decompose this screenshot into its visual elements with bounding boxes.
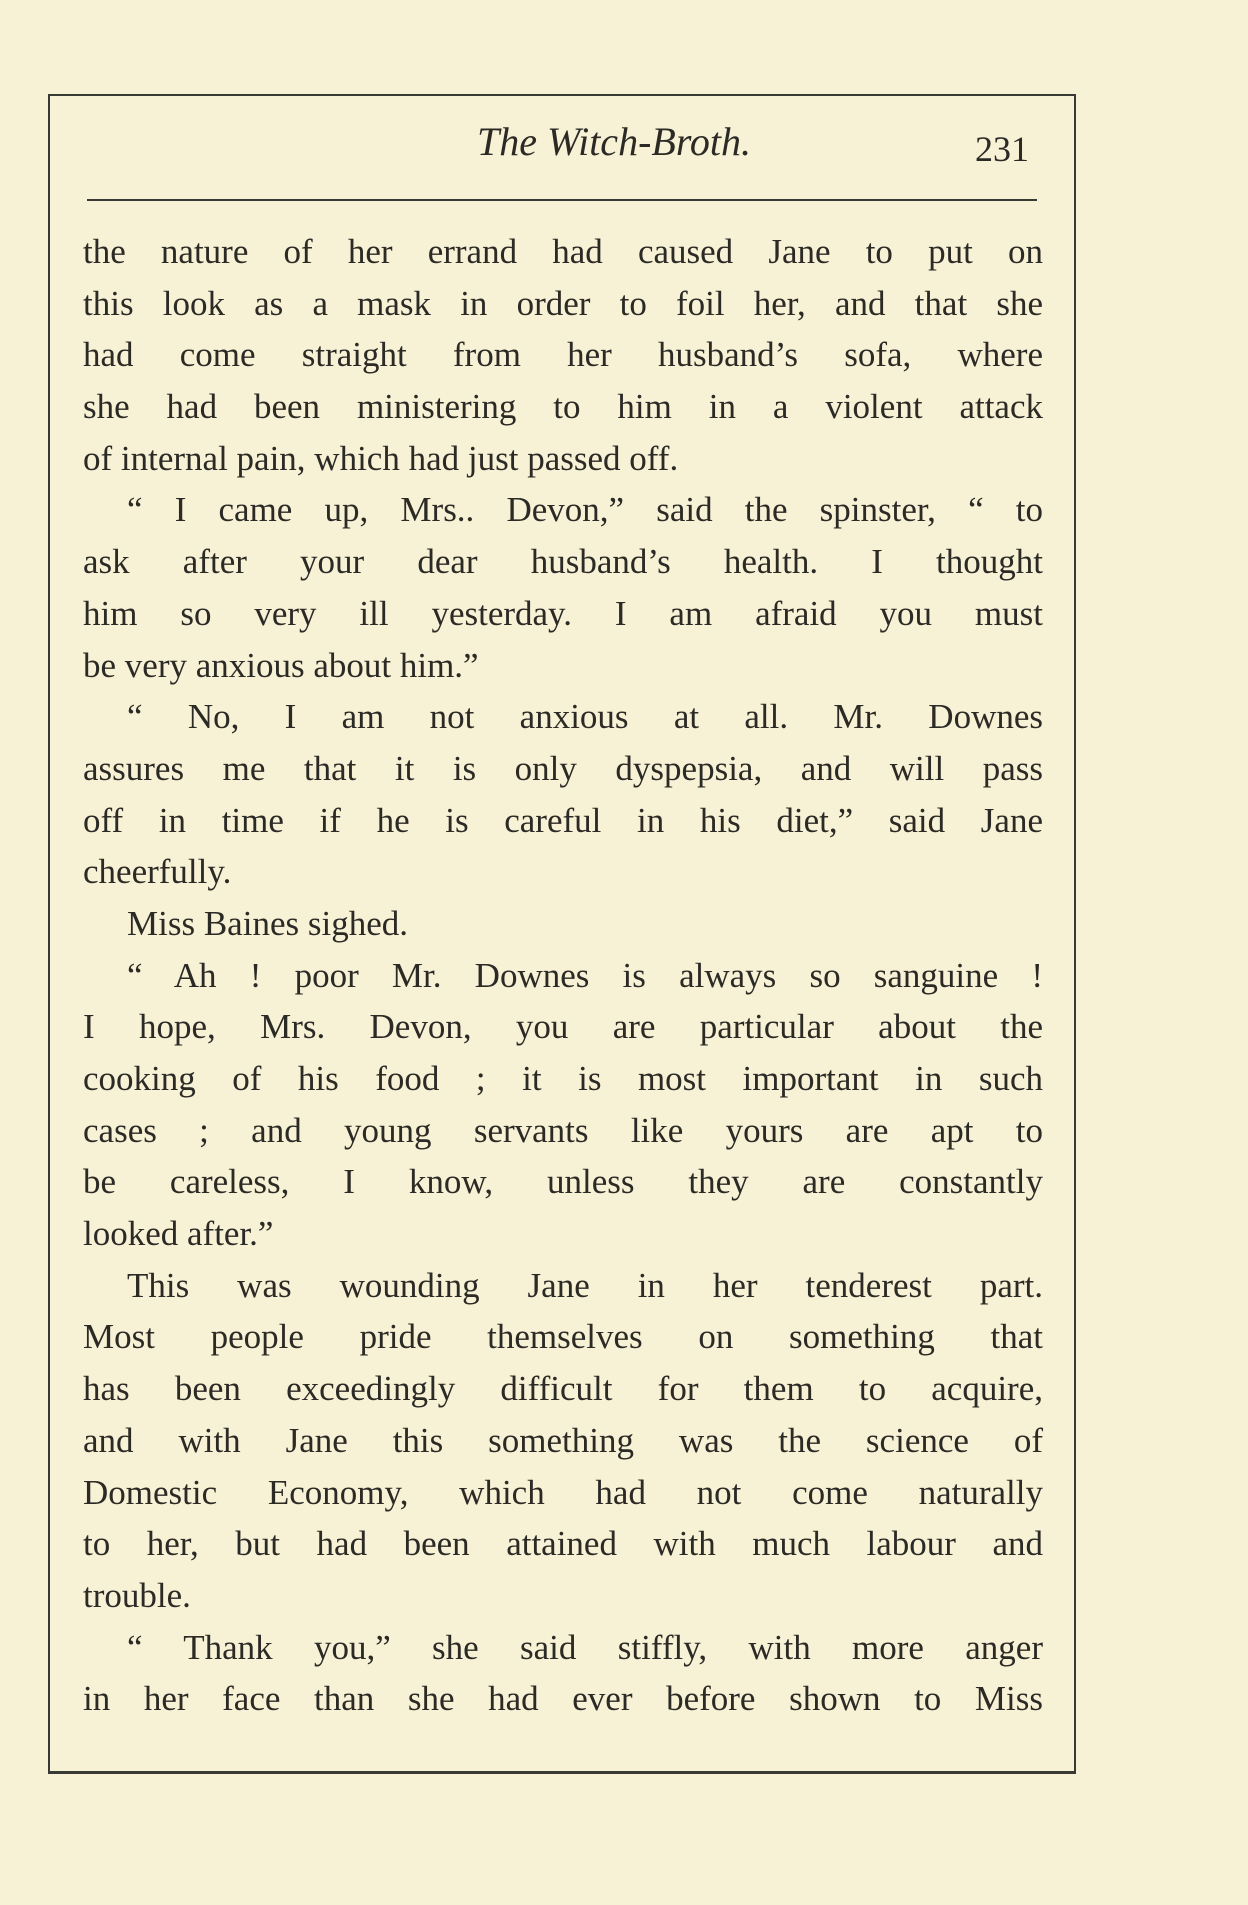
text-line: him so very ill yesterday. I am afraid you must [83,593,1043,633]
text-line: she had been ministering to him in a violent attack [83,387,1043,427]
text-line: of internal pain, which had just passed off. [83,438,679,478]
text-line: looked after.” [83,1214,274,1254]
text-line: Domestic Economy, which had not come naturally [83,1472,1043,1512]
text-line: and with Jane this something was the science of [83,1420,1043,1460]
text-line: in her face than she had ever before shown to Miss [83,1679,1043,1719]
body-text [83,226,1043,1725]
text-line: I hope, Mrs. Devon, you are particular about the [83,1007,1043,1047]
text-line: off in time if he is careful in his diet,” said Jane [83,800,1043,840]
page-number: 231 [975,129,1029,169]
text-line: ask after your dear husband’s health. I thought [83,542,1043,582]
text-line: cheerfully. [83,852,232,892]
text-line: Miss Baines sighed. [127,903,408,943]
text-line: trouble. [83,1575,191,1615]
text-line: Most people pride themselves on something that [83,1317,1043,1357]
running-title: The Witch-Broth. [476,119,752,164]
text-line: this look as a mask in order to foil her, and that she [83,283,1043,323]
text-line: “ No, I am not anxious at all. Mr. Downes [127,697,1043,737]
text-line: “ Thank you,” she said stiffly, with more anger [127,1627,1043,1667]
running-title-wrap [0,118,1248,165]
header-rule [87,199,1037,201]
text-line: cases ; and young servants like yours are apt to [83,1110,1043,1150]
text-line: “ Ah ! poor Mr. Downes is always so sanguine ! [127,955,1043,995]
text-line: This was wounding Jane in her tenderest part. [127,1265,1043,1305]
text-line: had come straight from her husband’s sofa, where [83,335,1043,375]
text-line: be careless, I know, unless they are constantly [83,1162,1043,1202]
text-line: to her, but had been attained with much labour and [83,1524,1043,1564]
text-line: the nature of her errand had caused Jane to put on [83,232,1043,271]
text-line: be very anxious about him.” [83,645,479,685]
text-line: “ I came up, Mrs.. Devon,” said the spinster, “ to [127,490,1043,530]
text-line: cooking of his food ; it is most important in such [83,1059,1043,1098]
text-line: has been exceedingly difficult for them to acquire, [83,1369,1043,1409]
text-line: assures me that it is only dyspepsia, and will pass [83,748,1043,788]
